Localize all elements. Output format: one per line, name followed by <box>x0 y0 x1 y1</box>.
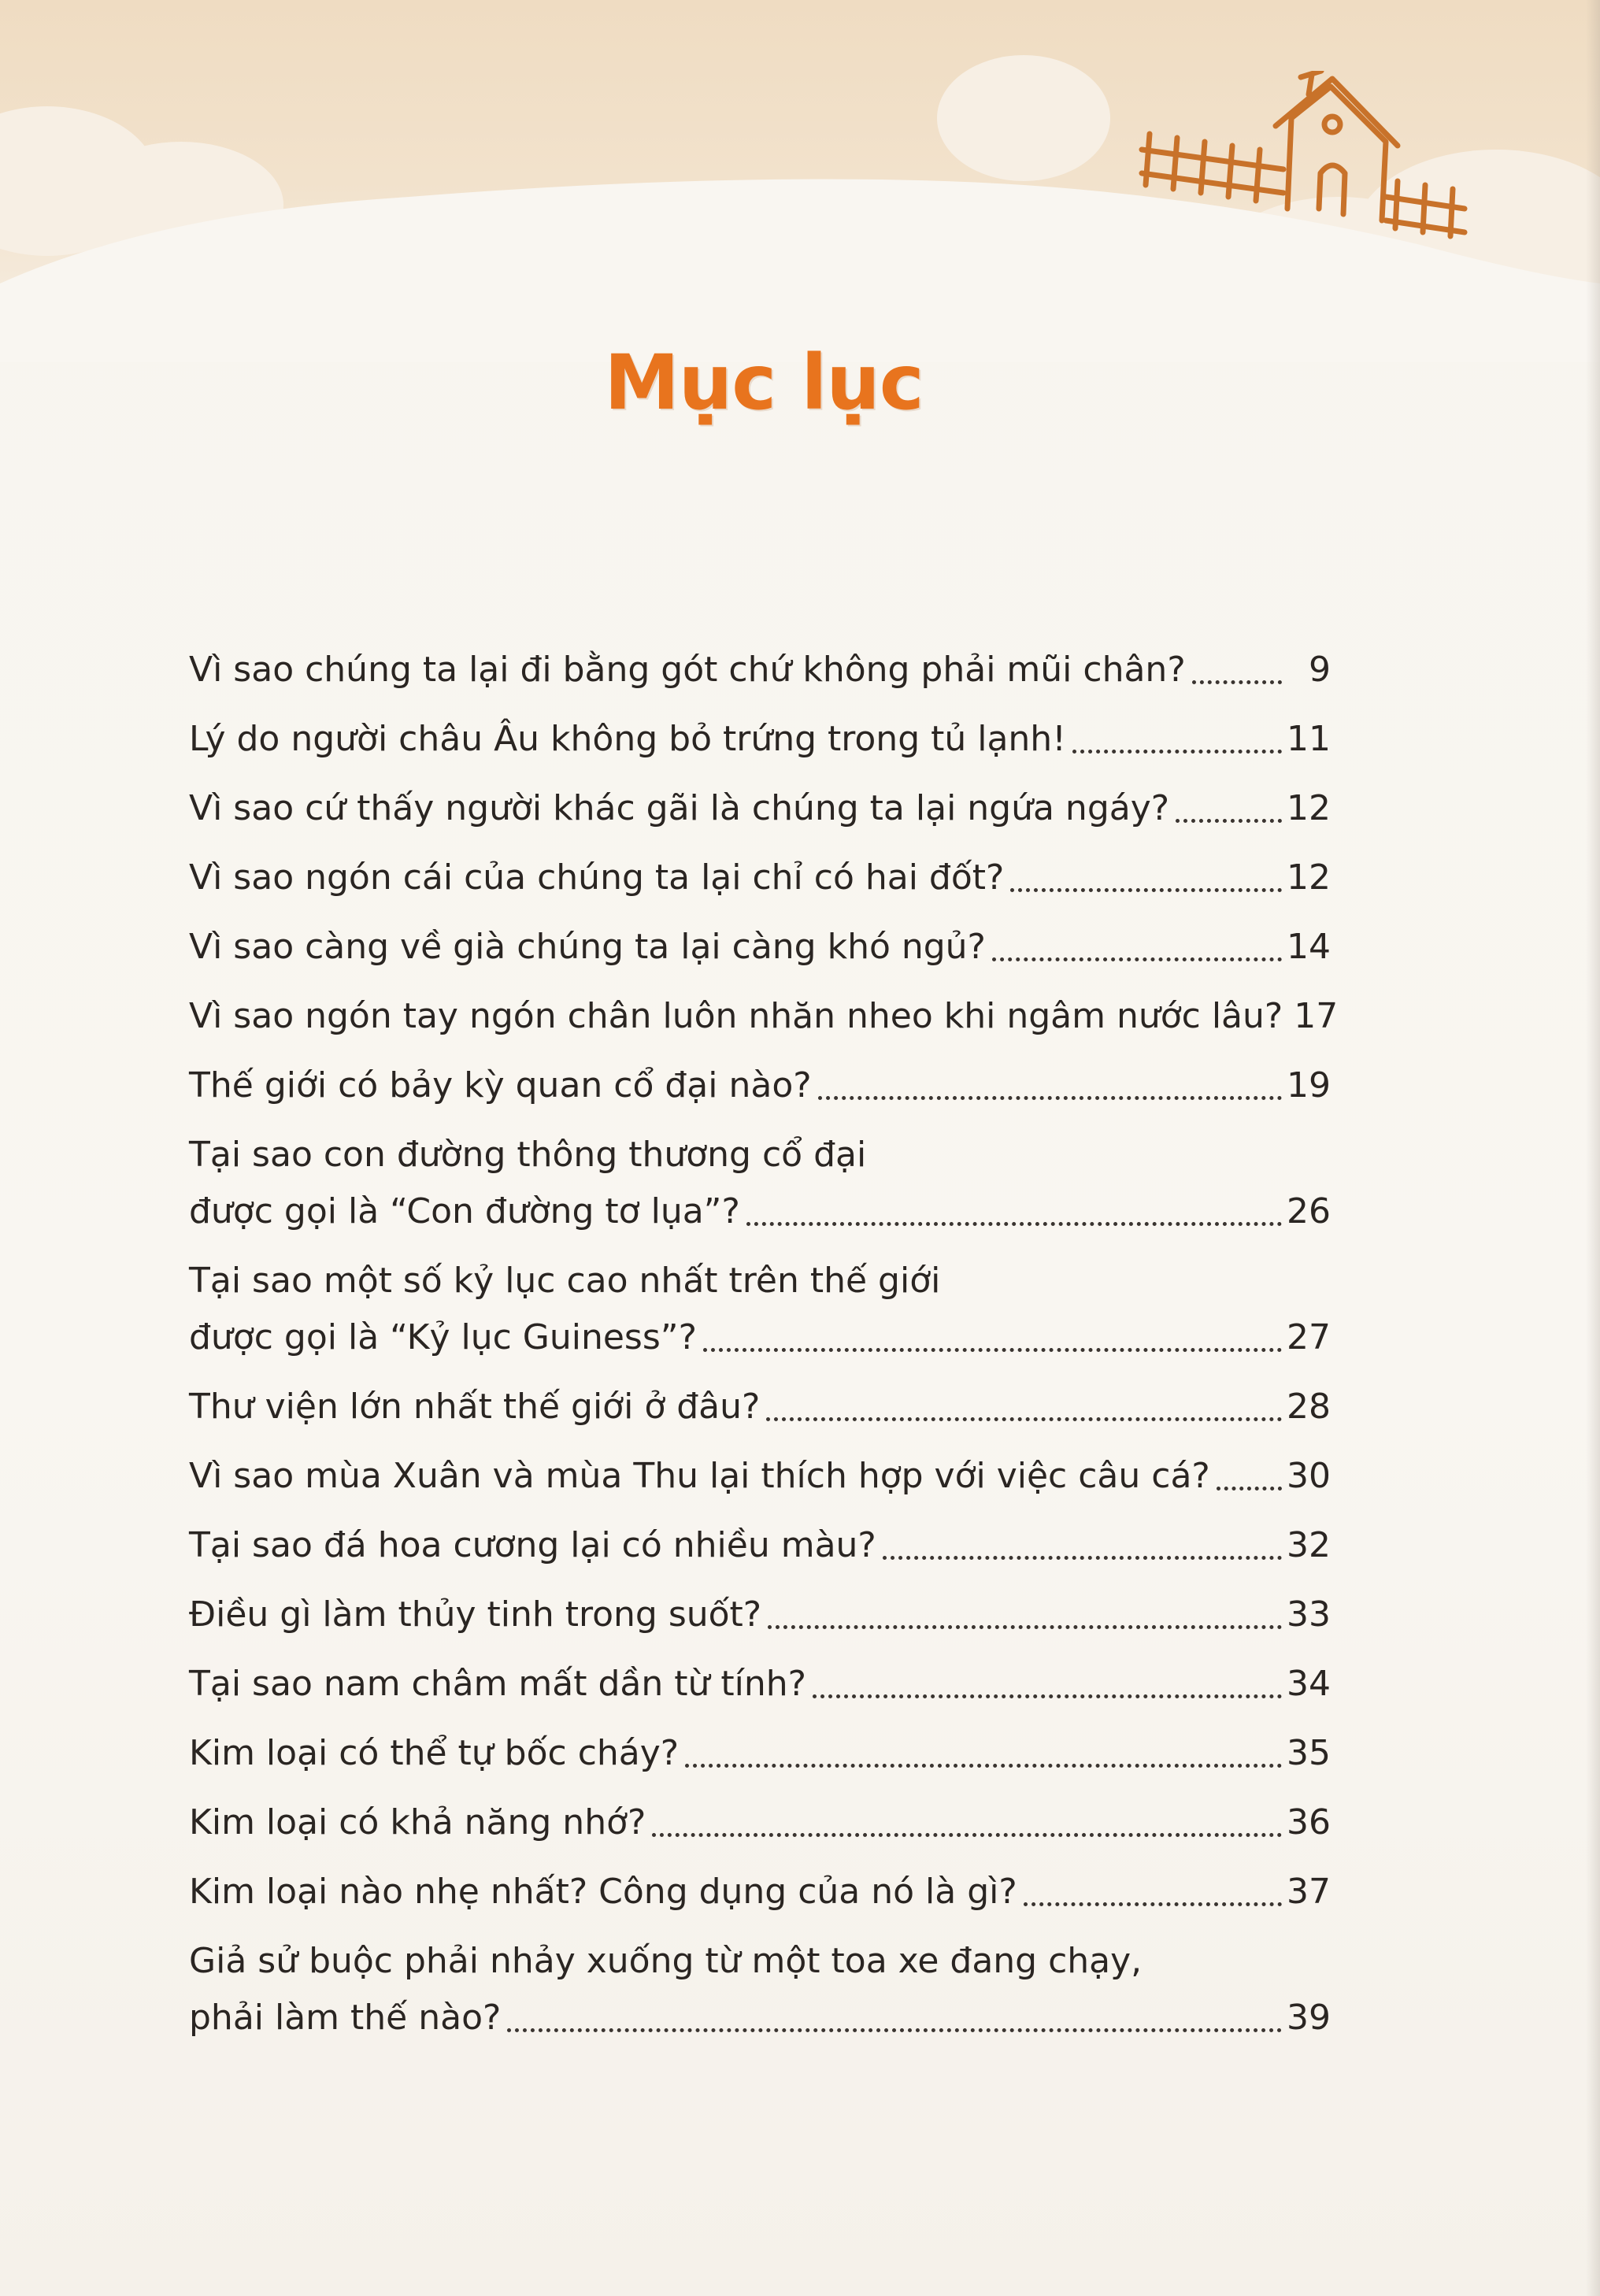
toc-entry <box>189 1127 1331 1240</box>
dot-leader <box>1010 887 1282 892</box>
dot-leader <box>883 1555 1282 1560</box>
toc-entry-title: Thế giới có bảy kỳ quan cổ đại nào? <box>189 1065 812 1105</box>
page-edge-shadow <box>1586 0 1600 2296</box>
dot-leader <box>507 2028 1282 2032</box>
toc-page-number: 28 <box>1287 1387 1331 1427</box>
toc-entry <box>189 1587 1331 1643</box>
dot-leader <box>1176 818 1282 823</box>
toc-page-number: 14 <box>1287 927 1331 967</box>
dot-leader <box>766 1416 1282 1421</box>
dot-leader <box>1072 749 1282 754</box>
toc-entry-title: Tại sao nam châm mất dần từ tính? <box>189 1664 806 1704</box>
toc-entry <box>189 919 1331 976</box>
toc-entry <box>189 1057 1331 1114</box>
toc-page-number: 37 <box>1287 1872 1331 1912</box>
toc-page-number: 11 <box>1287 719 1331 759</box>
toc-entry <box>189 1864 1331 1920</box>
toc-page-number: 30 <box>1287 1456 1331 1496</box>
house-fence-icon <box>1126 71 1472 260</box>
toc-page-number: 27 <box>1287 1317 1331 1357</box>
toc-page-number: 36 <box>1287 1802 1331 1842</box>
dot-leader <box>818 1095 1282 1100</box>
toc-page-number: 12 <box>1287 857 1331 898</box>
dot-leader <box>652 1832 1282 1837</box>
toc-entry-title-line1: Tại sao một số kỷ lục cao nhất trên thế giới <box>189 1261 941 1301</box>
toc-entry-title: Vì sao mùa Xuân và mùa Thu lại thích hợp với việc câu cá? <box>189 1456 1210 1496</box>
toc-entry <box>189 1379 1331 1435</box>
toc-entry-title: phải làm thế nào? <box>189 1998 502 2038</box>
toc-page-number: 39 <box>1287 1998 1331 2038</box>
toc-entry <box>189 642 1331 698</box>
toc-entry <box>189 1448 1331 1505</box>
dot-leader <box>813 1694 1282 1698</box>
toc-page-number: 9 <box>1309 650 1331 690</box>
dot-leader <box>1192 680 1282 684</box>
toc-entry <box>189 1933 1331 2046</box>
page-title: Mục lục <box>604 339 924 427</box>
toc-entry-title: được gọi là “Kỷ lục Guiness”? <box>189 1317 697 1357</box>
dot-leader <box>1024 1902 1282 1906</box>
dot-leader <box>746 1221 1282 1226</box>
toc-page-number: 17 <box>1294 996 1339 1036</box>
toc-page-number: 35 <box>1287 1733 1331 1773</box>
dot-leader <box>1217 1486 1282 1491</box>
toc-entry-title: Kim loại nào nhẹ nhất? Công dụng của nó là gì? <box>189 1872 1017 1912</box>
toc-page-number: 12 <box>1287 788 1331 828</box>
dot-leader <box>685 1763 1282 1768</box>
toc-entry-title: Kim loại có khả năng nhớ? <box>189 1802 646 1842</box>
table-of-contents <box>189 642 1339 2059</box>
toc-entry-title: Lý do người châu Âu không bỏ trứng trong tủ lạnh! <box>189 719 1066 759</box>
toc-entry-title: Vì sao ngón cái của chúng ta lại chỉ có hai đốt? <box>189 857 1005 898</box>
toc-entry-title: Điều gì làm thủy tinh trong suốt? <box>189 1594 762 1635</box>
toc-page-number: 34 <box>1287 1664 1331 1704</box>
toc-entry <box>189 850 1331 906</box>
toc-entry-title-line1: Tại sao con đường thông thương cổ đại <box>189 1135 867 1175</box>
toc-page-number: 26 <box>1287 1191 1331 1231</box>
toc-entry <box>189 711 1331 768</box>
dot-leader <box>703 1347 1282 1352</box>
toc-page-number: 19 <box>1287 1065 1331 1105</box>
toc-entry-title-line1: Giả sử buộc phải nhảy xuống từ một toa xe đang chạy, <box>189 1941 1143 1981</box>
toc-entry-title: Tại sao đá hoa cương lại có nhiều màu? <box>189 1525 876 1565</box>
dot-leader <box>992 957 1282 961</box>
toc-entry-title: được gọi là “Con đường tơ lụa”? <box>189 1191 740 1231</box>
toc-entry <box>189 780 1331 837</box>
toc-entry-title: Vì sao ngón tay ngón chân luôn nhăn nheo khi ngâm nước lâu? <box>189 996 1283 1036</box>
toc-entry-title: Vì sao càng về già chúng ta lại càng khó ngủ? <box>189 927 986 967</box>
toc-entry <box>189 1517 1331 1574</box>
toc-entry-title: Vì sao chúng ta lại đi bằng gót chứ không phải mũi chân? <box>189 650 1186 690</box>
toc-entry <box>189 1656 1331 1713</box>
toc-entry-title: Thư viện lớn nhất thế giới ở đâu? <box>189 1387 761 1427</box>
toc-entry <box>189 1725 1331 1782</box>
toc-page-number: 32 <box>1287 1525 1331 1565</box>
toc-page-number: 33 <box>1287 1594 1331 1635</box>
toc-entry <box>189 988 1339 1045</box>
toc-entry <box>189 1253 1331 1366</box>
toc-entry-title: Kim loại có thể tự bốc cháy? <box>189 1733 680 1773</box>
toc-entry-title: Vì sao cứ thấy người khác gãi là chúng ta lại ngứa ngáy? <box>189 788 1170 828</box>
toc-entry <box>189 1794 1331 1851</box>
dot-leader <box>768 1624 1282 1629</box>
